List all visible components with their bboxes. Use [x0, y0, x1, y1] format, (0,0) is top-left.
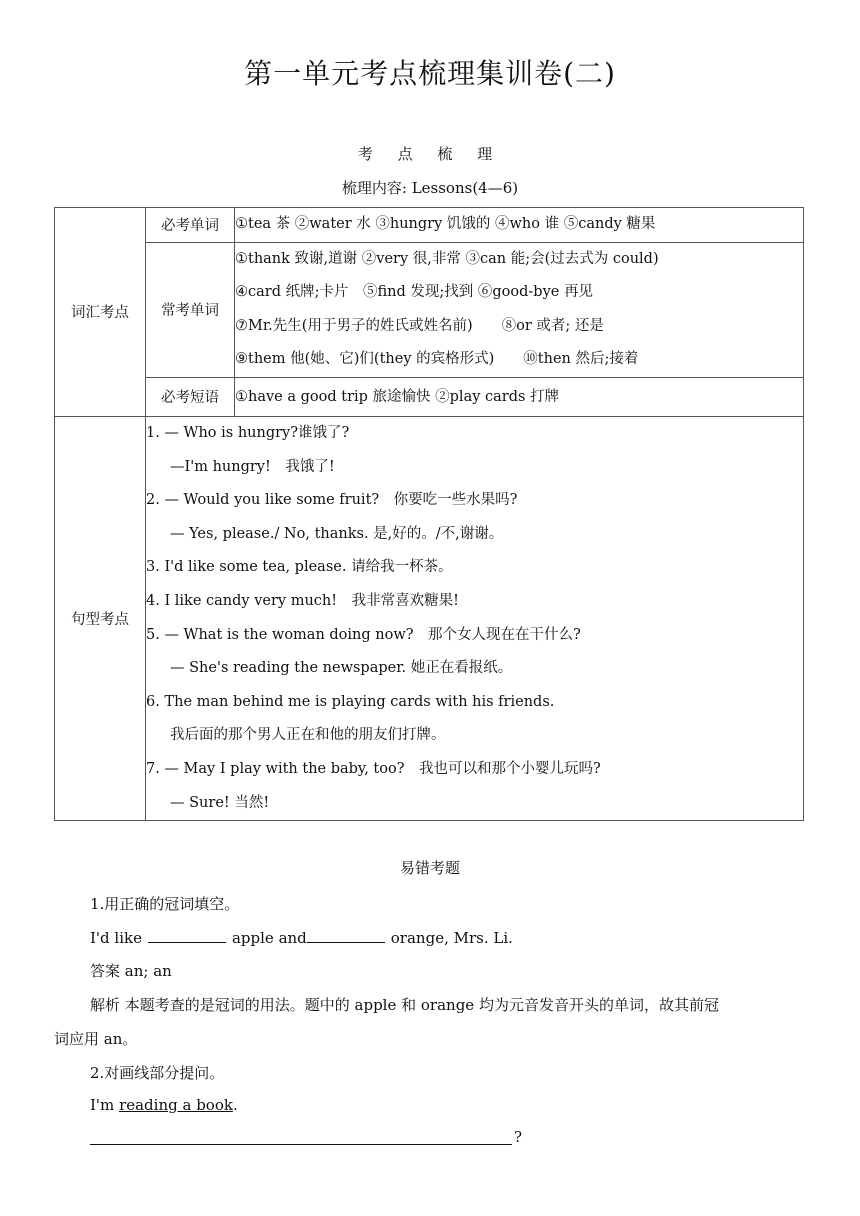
sentences-cell: [146, 416, 804, 820]
question-1-explanation: 解析 本题考查的是冠词的用法。题中的 apple 和 orange 均为元音发音开头的单词，故其前冠: [90, 996, 719, 1014]
sentence-line: 6. The man behind me is playing cards with his friends.: [146, 693, 555, 710]
question-2-underlined: reading a book: [119, 1096, 233, 1114]
question-2-qmark: ?: [514, 1128, 523, 1146]
table-row: [55, 242, 804, 377]
question-1-sentence: [90, 927, 513, 947]
common-words-line: ①thank 致谢,道谢 ②very 很,非常 ③can 能;会(过去式为 could): [235, 250, 659, 267]
sentence-line: 4. I like candy very much! 我非常喜欢糖果!: [146, 592, 459, 609]
must-phrases-text: ①have a good trip 旅途愉快 ②play cards 打牌: [235, 388, 560, 405]
vocab-category-cell: 词汇考点: [55, 208, 146, 417]
error-prone-heading: 易错考题: [399, 859, 460, 877]
sentence-category-cell: 句型考点: [55, 416, 146, 820]
question-2-answer-line[interactable]: [90, 1144, 512, 1145]
sentence-line: 2. — Would you like some fruit? 你要吃一些水果吗?: [146, 492, 518, 509]
common-words-cell: [235, 242, 804, 377]
sentence-line: —I'm hungry! 我饿了!: [170, 458, 335, 475]
must-words-cell: [235, 208, 804, 243]
section-subtitle: 梳理内容: Lessons(4—6): [341, 179, 519, 197]
must-words-text: ①tea 茶 ②water 水 ③hungry 饥饿的 ④who 谁 ⑤candy 糖果: [235, 216, 656, 232]
sentence-line: — Sure! 当然!: [170, 794, 270, 811]
key-points-table: [54, 207, 804, 821]
question-2-suffix: .: [232, 1096, 238, 1114]
table-row: [55, 208, 804, 243]
sentence-line: — She's reading the newspaper. 她正在看报纸。: [170, 660, 513, 677]
section-heading: 考 点 梳 理: [357, 145, 503, 163]
question-1-prompt: 1.用正确的冠词填空。: [90, 895, 240, 913]
table-row: [55, 416, 804, 820]
sentence-line: 7. — May I play with the baby, too? 我也可以和那个小婴儿玩吗?: [146, 760, 601, 777]
common-words-line: ④card 纸牌;卡片 ⑤find 发现;找到 ⑥good-bye 再见: [235, 284, 593, 301]
sentence-line: 3. I'd like some tea, please. 请给我一杯茶。: [146, 559, 453, 576]
must-phrases-cell: [235, 377, 804, 416]
must-phrases-label: 必考短语: [146, 377, 235, 416]
sentence-line: 1. — Who is hungry?谁饿了?: [146, 424, 350, 441]
sentence-line: 我后面的那个男人正在和他的朋友们打牌。: [170, 727, 446, 744]
sentence-line: — Yes, please./ No, thanks. 是,好的。/不,谢谢。: [170, 525, 504, 542]
sentence-line: 5. — What is the woman doing now? 那个女人现在在干什么?: [146, 626, 581, 643]
page-title: 第一单元考点梳理集训卷(二): [244, 57, 616, 90]
question-1-part: I'd like: [90, 929, 142, 947]
question-2-prefix: I'm: [90, 1096, 115, 1114]
common-words-line: ⑨them 他(她、它)们(they 的宾格形式) ⑩then 然后;接着: [235, 351, 639, 368]
answer-blank[interactable]: [307, 927, 385, 943]
answer-blank[interactable]: [148, 927, 226, 943]
common-words-line: ⑦Mr.先生(用于男子的姓氏或姓名前) ⑧or 或者; 还是: [235, 317, 604, 334]
table-row: [55, 377, 804, 416]
question-1-answer: 答案 an; an: [90, 962, 172, 980]
question-2-prompt: 2.对画线部分提问。: [90, 1064, 225, 1082]
common-words-label: 常考单词: [146, 242, 235, 377]
question-1-part: apple and: [231, 929, 307, 947]
question-1-part: orange, Mrs. Li.: [390, 929, 513, 947]
must-words-label: 必考单词: [146, 208, 235, 243]
question-1-explanation-cont: 词应用 an。: [54, 1030, 138, 1048]
question-2-sentence: [90, 1096, 238, 1114]
